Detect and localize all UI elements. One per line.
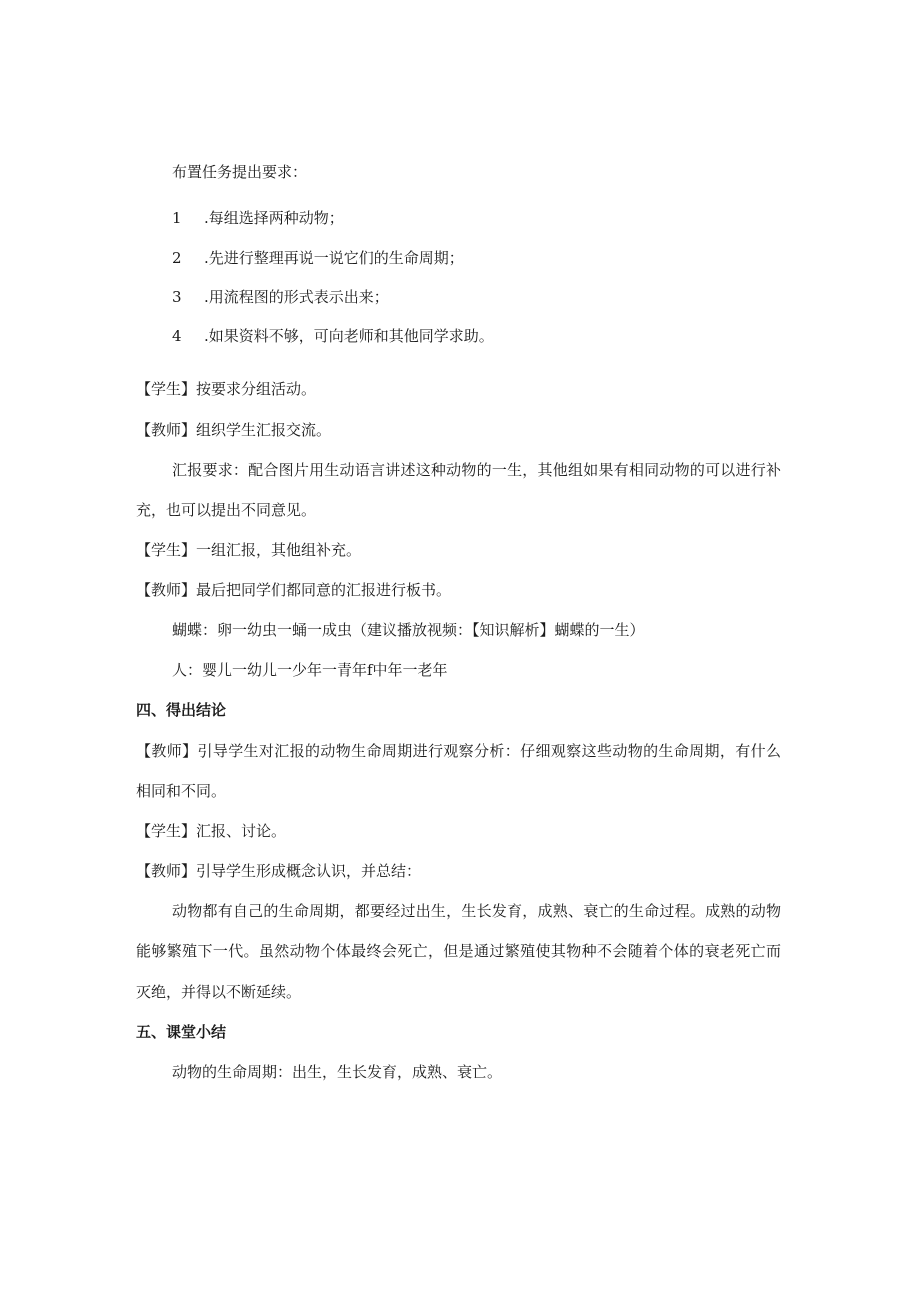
student-paragraph-3: 【学生】汇报、讨论。 xyxy=(136,822,287,840)
section-heading-conclusion: 四、得出结论 xyxy=(136,701,227,719)
requirement-text: .先进行整理再说一说它们的生命周期； xyxy=(204,249,464,267)
student-paragraph-1: 【学生】按要求分组活动。 xyxy=(136,380,317,398)
report-requirement-line-1: 汇报要求：配合图片用生动语言讲述这种动物的一生，其他组如果有相同动物的可以进行补 xyxy=(172,461,781,479)
teacher-paragraph-3-line-1: 【教师】引导学生对汇报的动物生命周期进行观察分析：仔细观察这些动物的生命周期，有什么 xyxy=(136,742,781,760)
section-heading-class-summary: 五、课堂小结 xyxy=(136,1023,227,1041)
summary-line-3: 灭绝，并得以不断延续。 xyxy=(136,983,302,1001)
human-cycle: 人：婴儿一幼儿一少年一青年f中年一老年 xyxy=(172,661,448,679)
requirement-item-1 xyxy=(172,208,344,228)
butterfly-cycle: 蝴蝶：卵一幼虫一蛹一成虫（建议播放视频：【知识解析】蝴蝶的一生） xyxy=(172,621,645,639)
teacher-paragraph-2: 【教师】最后把同学们都同意的汇报进行板书。 xyxy=(136,581,452,599)
requirement-text: .每组选择两种动物； xyxy=(204,209,344,227)
student-paragraph-2: 【学生】一组汇报，其他组补充。 xyxy=(136,541,362,559)
requirement-number: 2 xyxy=(172,249,182,267)
summary-line-1: 动物都有自己的生命周期，都要经过出生，生长发育，成熟、衰亡的生命过程。成熟的动物 xyxy=(172,902,781,920)
report-requirement-line-2: 充，也可以提出不同意见。 xyxy=(136,501,317,519)
requirement-item-2 xyxy=(172,248,464,268)
requirement-item-3 xyxy=(172,287,389,307)
final-summary: 动物的生命周期：出生，生长发育，成熟、衰亡。 xyxy=(172,1063,503,1081)
teacher-paragraph-1: 【教师】组织学生汇报交流。 xyxy=(136,421,332,439)
intro-text: 布置任务提出要求： xyxy=(172,163,308,181)
requirement-number: 4 xyxy=(172,327,182,345)
requirement-text: .如果资料不够，可向老师和其他同学求助。 xyxy=(204,327,494,345)
requirement-text: .用流程图的形式表示出来； xyxy=(204,288,389,306)
summary-line-2: 能够繁殖下一代。虽然动物个体最终会死亡，但是通过繁殖使其物种不会随着个体的衰老死亡而 xyxy=(136,942,781,960)
teacher-paragraph-4: 【教师】引导学生形成概念认识，并总结： xyxy=(136,862,422,880)
teacher-paragraph-3-line-2: 相同和不同。 xyxy=(136,782,227,800)
requirement-number: 1 xyxy=(172,209,182,227)
requirement-number: 3 xyxy=(172,288,182,306)
requirement-item-4 xyxy=(172,326,494,346)
